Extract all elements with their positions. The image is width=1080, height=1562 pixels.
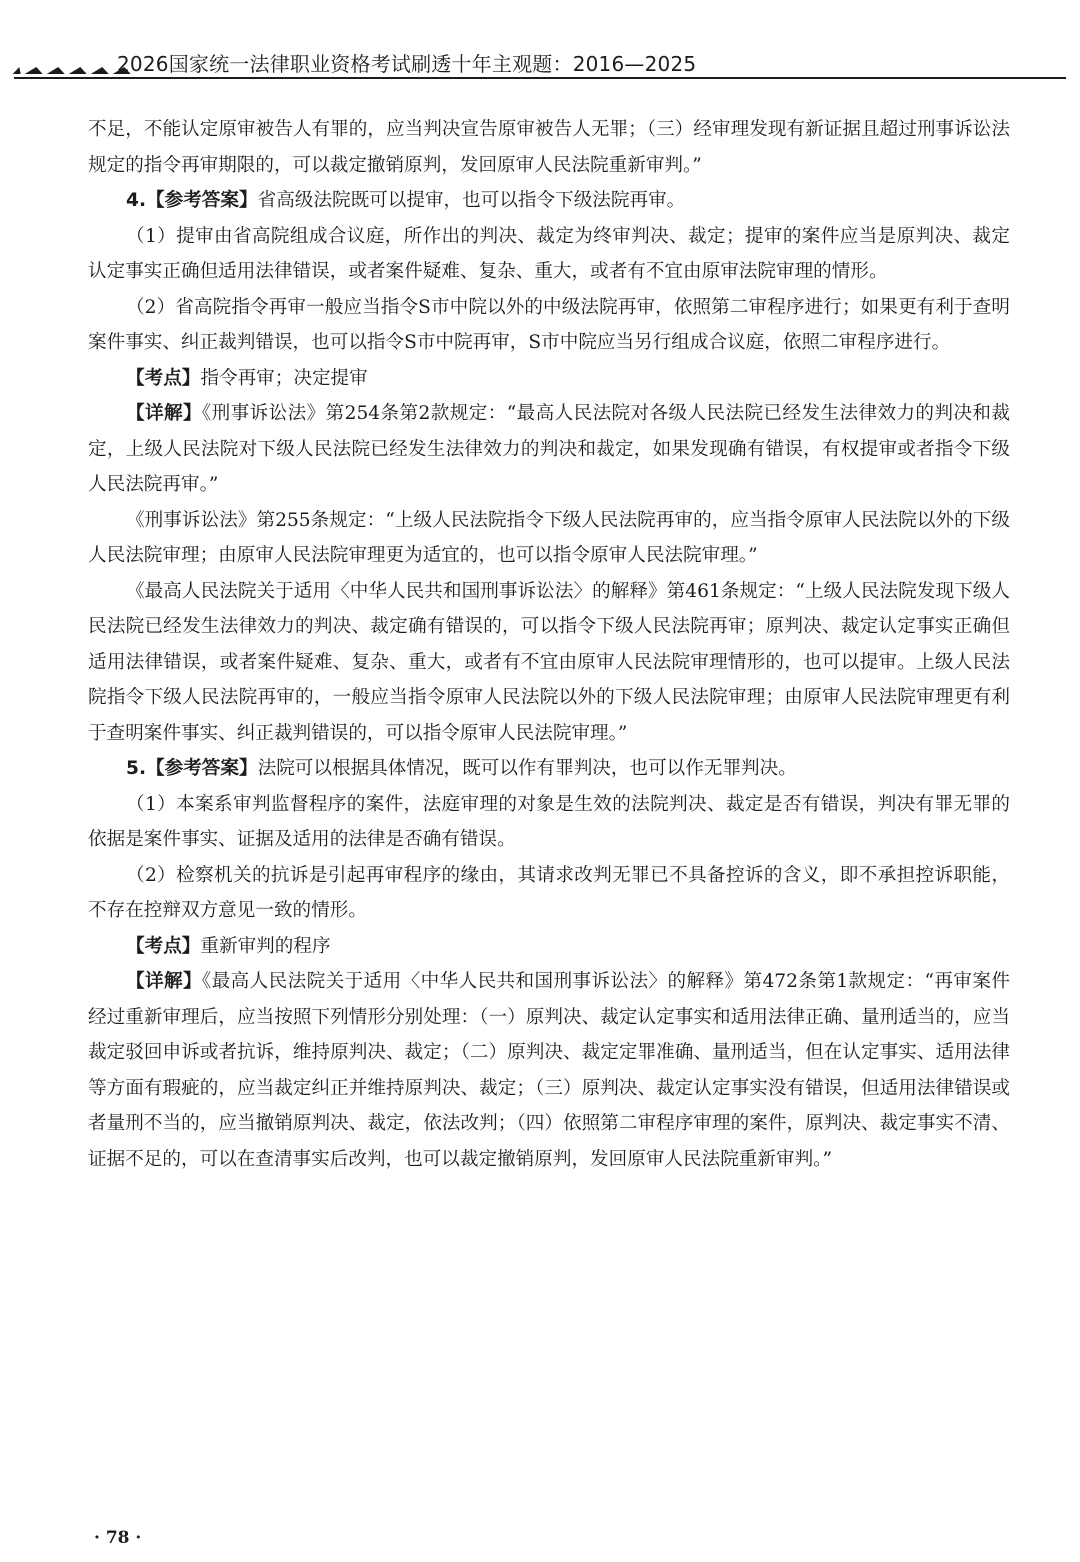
running-header [14, 40, 1066, 80]
xiangjie-4-text: 《刑事诉讼法》第254条第2款规定：“最高人民法院对各级人民法院已经发生法律效力的判决和裁定，上级人民法院对下级人民法院已经发生法律效力的判决和裁定，如果发现确有错误，有权提审或者指令下级人民法院再审。” [88, 403, 1010, 495]
kaodian-4-text: 指令再审；决定提审 [200, 367, 368, 389]
xiangjie-5 [88, 964, 1010, 1177]
page-body [88, 112, 1010, 1177]
page-number: · 78 · [94, 1528, 142, 1548]
header-title: 2026国家统一法律职业资格考试刷透十年主观题：2016—2025 [117, 52, 697, 76]
xiangjie-5-text: 《最高人民法院关于适用〈中华人民共和国刑事诉讼法〉的解释》第472条第1款规定：“再审案件经过重新审理后，应当按照下列情形分别处理：（一）原判决、裁定认定事实和适用法律正确、量刑适当的，应当裁定驳回申诉或者抗诉，维持原判决、裁定；（二）原判决、裁定定罪准确、量刑适当，但在认定事实、适用法律等方面有瑕疵的，应当裁定纠正并维持原判决、裁定；（三）原判决、裁定认定事实没有错误，但适用法律错误或者量刑不当的，应当撤销原判决、裁定，依法改判；（四）依照第二审程序审理的案件，原判决、裁定事实不清、证据不足的，可以在查清事实后改判，也可以裁定撤销原判，发回原审人民法院重新审判。” [88, 971, 1010, 1170]
continued-paragraph: 不足，不能认定原审被告人有罪的，应当判决宣告原审被告人无罪；（三）经审理发现有新证据且超过刑事诉讼法规定的指令再审期限的，可以裁定撤销原判，发回原审人民法院重新审判。” [88, 119, 1010, 176]
kaodian-5-text: 重新审判的程序 [200, 935, 331, 957]
header-rule [14, 77, 1066, 79]
answer-5-label: 【参考答案】 [146, 758, 258, 779]
answer-5-item-1: （1）本案系审判监督程序的案件，法庭审理的对象是生效的法院判决、裁定是否有错误，判决有罪无罪的依据是案件事实、证据及适用的法律是否确有错误。 [88, 793, 1010, 850]
answer-5-number: 5. [126, 758, 147, 779]
xiangjie-5-label: 【详解】 [126, 971, 202, 992]
xiangjie-4 [88, 396, 1010, 503]
answer-4-item-1: （1）提审由省高院组成合议庭，所作出的判决、裁定为终审判决、裁定；提审的案件应当是原判决、裁定认定事实正确但适用法律错误，或者案件疑难、复杂、重大，或者有不宜由原审法院审理的情形。 [88, 225, 1010, 282]
answer-5-text: 法院可以根据具体情况，既可以作有罪判决，也可以作无罪判决。 [257, 758, 797, 779]
answer-5 [88, 751, 1010, 787]
xiangjie-4-extra-1: 《刑事诉讼法》第255条规定：“上级人民法院指令下级人民法院再审的，应当指令原审人民法院以外的下级人民法院审理；由原审人民法院审理更为适宜的，也可以指令原审人民法院审理。” [88, 509, 1010, 566]
answer-4-item-2: （2）省高院指令再审一般应当指令S市中院以外的中级法院再审，依照第二审程序进行；如果更有利于查明案件事实、纠正裁判错误，也可以指令S市中院再审，S市中院应当另行组成合议庭，依照二审程序进行。 [88, 296, 1010, 353]
answer-5-item-2: （2）检察机关的抗诉是引起再审程序的缘由，其请求改判无罪已不具备控诉的含义，即不承担控诉职能，不存在控辩双方意见一致的情形。 [88, 864, 1010, 921]
kaodian-4 [88, 361, 1010, 397]
kaodian-5 [88, 929, 1010, 965]
answer-4-text: 省高级法院既可以提审，也可以指令下级法院再审。 [257, 190, 686, 211]
header-decoration [14, 67, 132, 74]
answer-4-label: 【参考答案】 [146, 190, 258, 211]
answer-4 [88, 183, 1010, 219]
xiangjie-4-extra-2: 《最高人民法院关于适用〈中华人民共和国刑事诉讼法〉的解释》第461条规定：“上级人民法院发现下级人民法院已经发生法律效力的判决、裁定确有错误的，可以指令下级人民法院再审；原判决、裁定认定事实正确但适用法律错误，或者案件疑难、复杂、重大，或者有不宜由原审人民法院审理情形的，也可以提审。上级人民法院指令下级人民法院再审的，一般应当指令原审人民法院以外的下级人民法院审理；由原审人民法院审理更有利于查明案件事实、纠正裁判错误的，可以指令原审人民法院审理。” [88, 580, 1010, 744]
xiangjie-4-label: 【详解】 [126, 403, 202, 424]
kaodian-4-label: 【考点】 [126, 367, 201, 389]
kaodian-5-label: 【考点】 [126, 935, 201, 957]
answer-4-number: 4. [126, 190, 147, 211]
